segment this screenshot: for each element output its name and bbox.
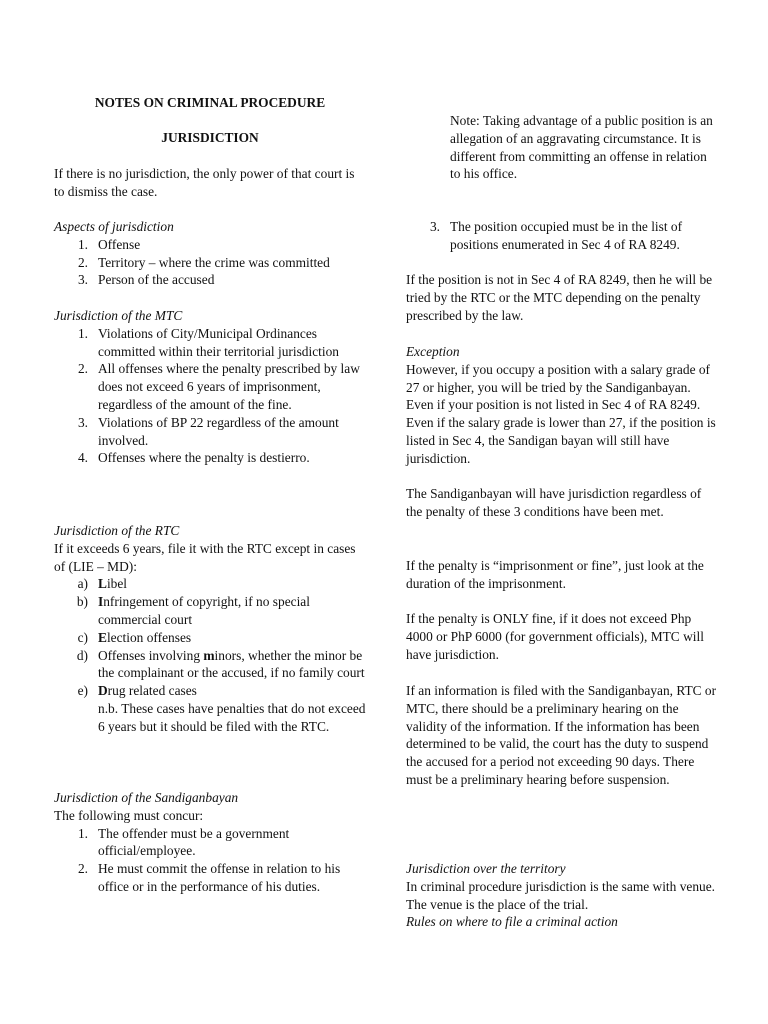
territory-section	[406, 860, 718, 931]
list-item: e) Drug related cases	[77, 683, 197, 699]
rtc-nb-note: n.b. These cases have penalties that do not exceed 6 years but it should be filed with the RTC.	[98, 700, 366, 734]
rtc-heading: Jurisdiction of the RTC	[54, 523, 180, 538]
list-item: 1. The offender must be a government official/employee.	[77, 825, 290, 859]
aspects-heading: Aspects of jurisdiction	[54, 219, 174, 234]
list-item: 1. Violations of City/Municipal Ordinances committed within their territorial jurisdiction	[77, 325, 339, 359]
list-item: 3. Violations of BP 22 regardless of the amount involved.	[77, 414, 339, 448]
sandiganbayan-list	[54, 825, 366, 896]
sandiganbayan-section	[54, 789, 366, 896]
mtc-heading: Jurisdiction of the MTC	[54, 308, 183, 323]
aspects-list	[54, 236, 366, 289]
list-item: b) Infringement of copyright, if no special commercial court	[76, 594, 310, 627]
list-item: 2. He must commit the offense in relation to his office or in the performance of his duties.	[77, 861, 341, 894]
list-item: 1. Offense	[77, 236, 141, 252]
intro-paragraph: If there is no jurisdiction, the only power of that court is to dismiss the case.	[54, 166, 355, 199]
list-item: d) Offenses involving minors, whether the minor be the complainant or the accused, if no family court	[76, 647, 365, 681]
exception-heading: Exception	[406, 344, 460, 359]
information-paragraph: If an information is filed with the Sandiganbayan, RTC or MTC, there should be a preliminary hearing on the validity of the information. If the information has been determined to be valid, the court has the duty to suspend the accused for a period not exceeding 90 days. There must be a preliminary hearing before suspension.	[406, 683, 717, 787]
mtc-section	[54, 307, 366, 467]
rtc-list	[54, 575, 366, 700]
list-item: c) Election offenses	[77, 629, 192, 645]
aggravating-note: Note: Taking advantage of a public position is an allegation of an aggravating circumstance. It is different from committing an offense in relation to his office.	[450, 113, 713, 182]
list-item: 2. Territory – where the crime was committed	[77, 254, 330, 270]
aspects-section	[54, 218, 366, 289]
exception-section	[406, 343, 718, 468]
territory-heading: Jurisdiction over the territory	[406, 861, 566, 876]
rtc-text: If it exceeds 6 years, file it with the RTC except in cases of (LIE – MD):	[54, 540, 356, 574]
fine-paragraph: If the penalty is ONLY fine, if it does not exceed Php 4000 or PhP 6000 (for government officials), MTC will have jurisdiction.	[406, 611, 704, 662]
position-paragraph: If the position is not in Sec 4 of RA 8249, then he will be tried by the RTC or the MTC depending on the penalty prescribed by the law.	[406, 272, 713, 323]
rtc-section	[54, 522, 366, 736]
jurisdiction-paragraph: The Sandiganbayan will have jurisdiction regardless of the penalty of these 3 conditions have been met.	[406, 486, 702, 519]
imprisonment-paragraph: If the penalty is “imprisonment or fine”, just look at the duration of the imprisonment.	[406, 558, 704, 591]
list-item: a) Libel	[77, 576, 128, 592]
mtc-list	[54, 325, 366, 467]
territory-text: In criminal procedure jurisdiction is the same with venue. The venue is the place of the trial.	[406, 878, 716, 912]
exception-text: However, if you occupy a position with a salary grade of 27 or higher, you will be tried by the Sandiganbayan. Even if your position is not listed in Sec 4 of RA 8249. Even if the salary grade is lower than 27, if the position is listed in Sec 4, the Sandigan bayan will still have jurisdiction.	[406, 361, 716, 466]
list-item: 2. All offenses where the penalty prescribed by law does not exceed 6 years of imprisonment, regardless of the amount of the fine.	[77, 361, 360, 412]
list-item: 3. The position occupied must be in the list of positions enumerated in Sec 4 of RA 8249.	[429, 219, 683, 252]
page-title: NOTES ON CRIMINAL PROCEDURE	[94, 95, 326, 110]
sandiganbayan-heading: Jurisdiction of the Sandiganbayan	[54, 790, 239, 805]
list-item: 3. Person of the accused	[77, 272, 215, 288]
sandiganbayan-list-continued	[406, 218, 718, 254]
list-item: 4. Offenses where the penalty is destierro.	[77, 450, 310, 466]
sandiganbayan-text: The following must concur:	[54, 807, 204, 823]
rules-heading: Rules on where to file a criminal action	[406, 914, 618, 930]
page-subtitle: JURISDICTION	[161, 130, 259, 145]
